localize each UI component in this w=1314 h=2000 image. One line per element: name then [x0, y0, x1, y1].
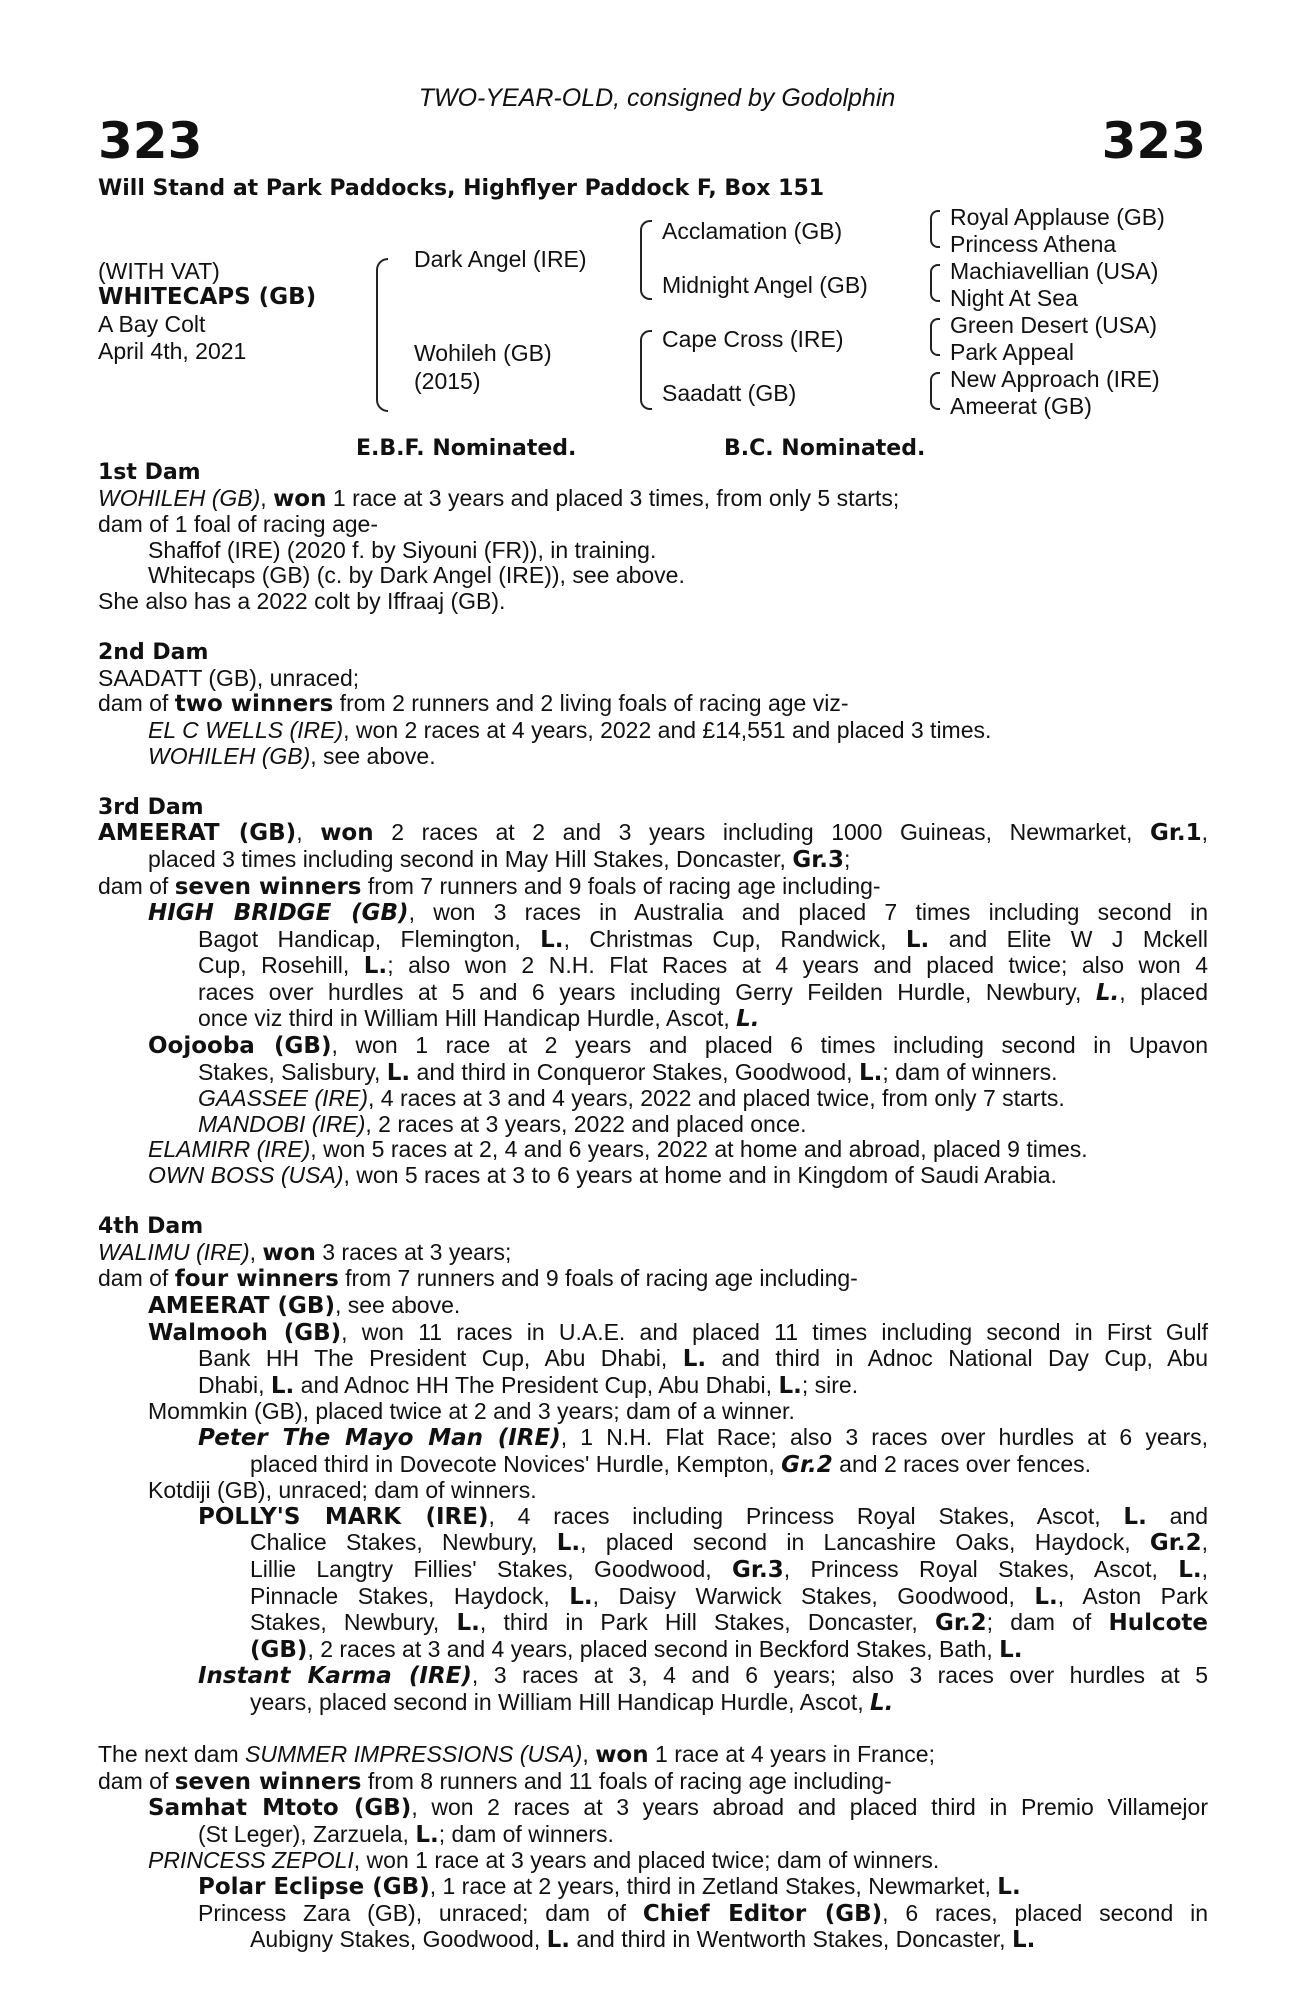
pollys-mark-line-5: Stakes, Newbury, L., third in Park Hill Stakes, Doncaster, Gr.2; dam of Hulcote — [250, 1609, 1209, 1637]
pedigree-sss: Royal Applause (GB) — [950, 204, 1165, 230]
pedigree-dsd: Park Appeal — [950, 339, 1075, 365]
pedigree-sire-dam: Midnight Angel (GB) — [662, 272, 868, 298]
pollys-mark-line-3: Lillie Langtry Fillies' Stakes, Goodwood, Gr.3, Princess Royal Stakes, Ascot, L., — [250, 1555, 1208, 1583]
pedigree-dam-sire: Cape Cross (IRE) — [662, 326, 844, 352]
pollys-mark-line-4: Pinnacle Stakes, Haydock, L., Daisy Warwick Stakes, Goodwood, L., Aston Park — [250, 1582, 1208, 1610]
gaassee-line: GAASSEE (IRE), 4 races at 3 and 4 years, 2022 and placed twice, from only 7 starts. — [198, 1085, 1065, 1112]
next-dam-line-2: dam of seven winners from 8 runners and 11 foals of racing age including- — [98, 1767, 892, 1795]
walmooh-line-2: Bank HH The President Cup, Abu Dhabi, L. and third in Adnoc National Day Cup, Abu — [198, 1345, 1208, 1373]
high-bridge-line-4: races over hurdles at 5 and 6 years including Gerry Feilden Hurdle, Newbury, L., placed — [198, 978, 1208, 1006]
dam1-line-5: She also has a 2022 colt by Iffraaj (GB). — [98, 587, 506, 614]
pollys-mark-line-6: (GB), 2 races at 3 and 4 years, placed second in Beckford Stakes, Bath, L. — [250, 1635, 1023, 1663]
bc-nominated: B.C. Nominated. — [724, 436, 926, 461]
dam2-line-4: WOHILEH (GB), see above. — [148, 742, 436, 769]
pedigree-dds: New Approach (IRE) — [950, 366, 1160, 392]
pedigree-sdd: Night At Sea — [950, 285, 1078, 311]
pedigree-brace-dd — [930, 372, 940, 410]
section-2nd-dam: 2nd Dam — [98, 640, 209, 666]
walmooh-line-3: Dhabi, L. and Adnoc HH The President Cup, Abu Dhabi, L.; sire. — [198, 1371, 859, 1399]
princess-zara-line-2: Aubigny Stakes, Goodwood, L. and third in Wentworth Stakes, Doncaster, L. — [250, 1926, 1036, 1954]
pedigree-dss: Green Desert (USA) — [950, 312, 1158, 338]
next-dam-line-1: The next dam SUMMER IMPRESSIONS (USA), won 1 race at 4 years in France; — [98, 1741, 935, 1769]
oojooba-line-2: Stakes, Salisbury, L. and third in Conqueror Stakes, Goodwood, L.; dam of winners. — [198, 1058, 1058, 1086]
dam1-line-2: dam of 1 foal of racing age- — [98, 511, 378, 538]
horse-description: A Bay Colt — [98, 311, 206, 337]
pedigree-brace-main — [376, 258, 388, 412]
dam1-line-4: Whitecaps (GB) (c. by Dark Angel (IRE)), see above. — [148, 562, 685, 589]
mandobi-line: MANDOBI (IRE), 2 races at 3 years, 2022 and placed once. — [198, 1110, 807, 1137]
pedigree-sire: Dark Angel (IRE) — [414, 246, 587, 272]
catalogue-body — [98, 460, 1208, 1954]
section-1st-dam: 1st Dam — [98, 460, 201, 485]
stand-location: Will Stand at Park Paddocks, Highflyer Paddock F, Box 151 — [98, 176, 825, 201]
peter-line-1: Peter The Mayo Man (IRE), 1 N.H. Flat Race; also 3 races over hurdles at 6 years, — [198, 1423, 1208, 1451]
high-bridge-line-1: HIGH BRIDGE (GB), won 3 races in Australia and placed 7 times including second in — [148, 899, 1208, 927]
dam2-line-2: dam of two winners from 2 runners and 2 living foals of racing age viz- — [98, 690, 849, 718]
pedigree-brace-sd — [930, 264, 940, 302]
dam3-line-2: placed 3 times including second in May Hill Stakes, Doncaster, Gr.3; — [148, 845, 851, 873]
dam1-line-3: Shaffof (IRE) (2020 f. by Siyouni (FR)), in training. — [148, 536, 657, 563]
lot-number-left: 323 — [98, 112, 203, 170]
high-bridge-line-2: Bagot Handicap, Flemington, L., Christmas Cup, Randwick, L. and Elite W J Mckell — [198, 925, 1208, 953]
polar-eclipse-line: Polar Eclipse (GB), 1 race at 2 years, third in Zetland Stakes, Newmarket, L. — [198, 1873, 1021, 1901]
pedigree-brace-ss — [930, 210, 940, 248]
instant-karma-line-1: Instant Karma (IRE), 3 races at 3, 4 and 6 years; also 3 races over hurdles at 5 — [198, 1662, 1209, 1690]
pedigree-brace-ds — [930, 318, 940, 356]
pedigree-sds: Machiavellian (USA) — [950, 258, 1159, 284]
mommkin-line: Mommkin (GB), placed twice at 2 and 3 years; dam of a winner. — [148, 1398, 795, 1425]
high-bridge-line-5: once viz third in William Hill Handicap Hurdle, Ascot, L. — [198, 1005, 760, 1033]
dam2-line-3: EL C WELLS (IRE), won 2 races at 4 years, 2022 and £14,551 and placed 3 times. — [148, 716, 992, 743]
horse-name: WHITECAPS (GB) — [98, 284, 317, 310]
oojooba-line-1: Oojooba (GB), won 1 race at 2 years and placed 6 times including second in Upavon — [148, 1032, 1208, 1060]
ameerat-line: AMEERAT (GB), see above. — [148, 1292, 461, 1319]
dam4-line-2: dam of four winners from 7 runners and 9 foals of racing age including- — [98, 1265, 858, 1293]
instant-karma-line-2: years, placed second in William Hill Handicap Hurdle, Ascot, L. — [250, 1688, 894, 1716]
dam3-line-1: AMEERAT (GB), won 2 races at 2 and 3 years including 1000 Guineas, Newmarket, Gr.1, — [98, 819, 1209, 847]
high-bridge-line-3: Cup, Rosehill, L.; also won 2 N.H. Flat Races at 4 years and placed twice; also won 4 — [198, 952, 1208, 980]
vat-note: (WITH VAT) — [98, 258, 220, 284]
pollys-mark-line-2: Chalice Stakes, Newbury, L., placed second in Lancashire Oaks, Haydock, Gr.2, — [250, 1529, 1208, 1557]
pedigree-brace-dam — [640, 330, 652, 410]
pedigree-dam: Wohileh (GB) — [414, 340, 552, 366]
ebf-nominated: E.B.F. Nominated. — [356, 436, 577, 461]
pollys-mark-line-1: POLLY'S MARK (IRE), 4 races including Princess Royal Stakes, Ascot, L. and — [198, 1502, 1209, 1530]
horse-dob: April 4th, 2021 — [98, 338, 247, 364]
walmooh-line-1: Walmooh (GB), won 11 races in U.A.E. and placed 11 times including second in First Gulf — [148, 1318, 1208, 1346]
page-heading: TWO-YEAR-OLD, consigned by Godolphin — [418, 84, 896, 112]
dam4-line-1: WALIMU (IRE), won 3 races at 3 years; — [98, 1238, 512, 1266]
lot-number-right: 323 — [1101, 112, 1206, 170]
elamirr-line: ELAMIRR (IRE), won 5 races at 2, 4 and 6 years, 2022 at home and abroad, placed 9 times. — [148, 1136, 1088, 1163]
samhat-line-1: Samhat Mtoto (GB), won 2 races at 3 years abroad and placed third in Premio Villamejor — [148, 1794, 1208, 1822]
samhat-line-2: (St Leger), Zarzuela, L.; dam of winners. — [198, 1820, 614, 1848]
section-4th-dam: 4th Dam — [98, 1214, 204, 1240]
pedigree-dam-dam: Saadatt (GB) — [662, 380, 797, 406]
dam3-line-3: dam of seven winners from 7 runners and 9 foals of racing age including- — [98, 872, 881, 900]
dam1-line-1: WOHILEH (GB), won 1 race at 3 years and placed 3 times, from only 5 starts; — [98, 484, 900, 512]
princess-zara-line-1: Princess Zara (GB), unraced; dam of Chief Editor (GB), 6 races, placed second in — [198, 1899, 1208, 1927]
dam2-line-1: SAADATT (GB), unraced; — [98, 664, 360, 691]
princess-zepoli-line: PRINCESS ZEPOLI, won 1 race at 3 years and placed twice; dam of winners. — [148, 1847, 940, 1874]
pedigree-brace-sire — [640, 220, 652, 300]
pedigree-dam-year: (2015) — [414, 368, 481, 394]
kotdiji-line: Kotdiji (GB), unraced; dam of winners. — [148, 1477, 537, 1504]
peter-line-2: placed third in Dovecote Novices' Hurdle, Kempton, Gr.2 and 2 races over fences. — [250, 1450, 1092, 1478]
pedigree-ddd: Ameerat (GB) — [950, 393, 1092, 419]
pedigree-sire-sire: Acclamation (GB) — [662, 218, 843, 244]
pedigree-ssd: Princess Athena — [950, 231, 1117, 257]
own-boss-line: OWN BOSS (USA), won 5 races at 3 to 6 years at home and in Kingdom of Saudi Arabia. — [148, 1162, 1057, 1189]
section-3rd-dam: 3rd Dam — [98, 794, 204, 820]
